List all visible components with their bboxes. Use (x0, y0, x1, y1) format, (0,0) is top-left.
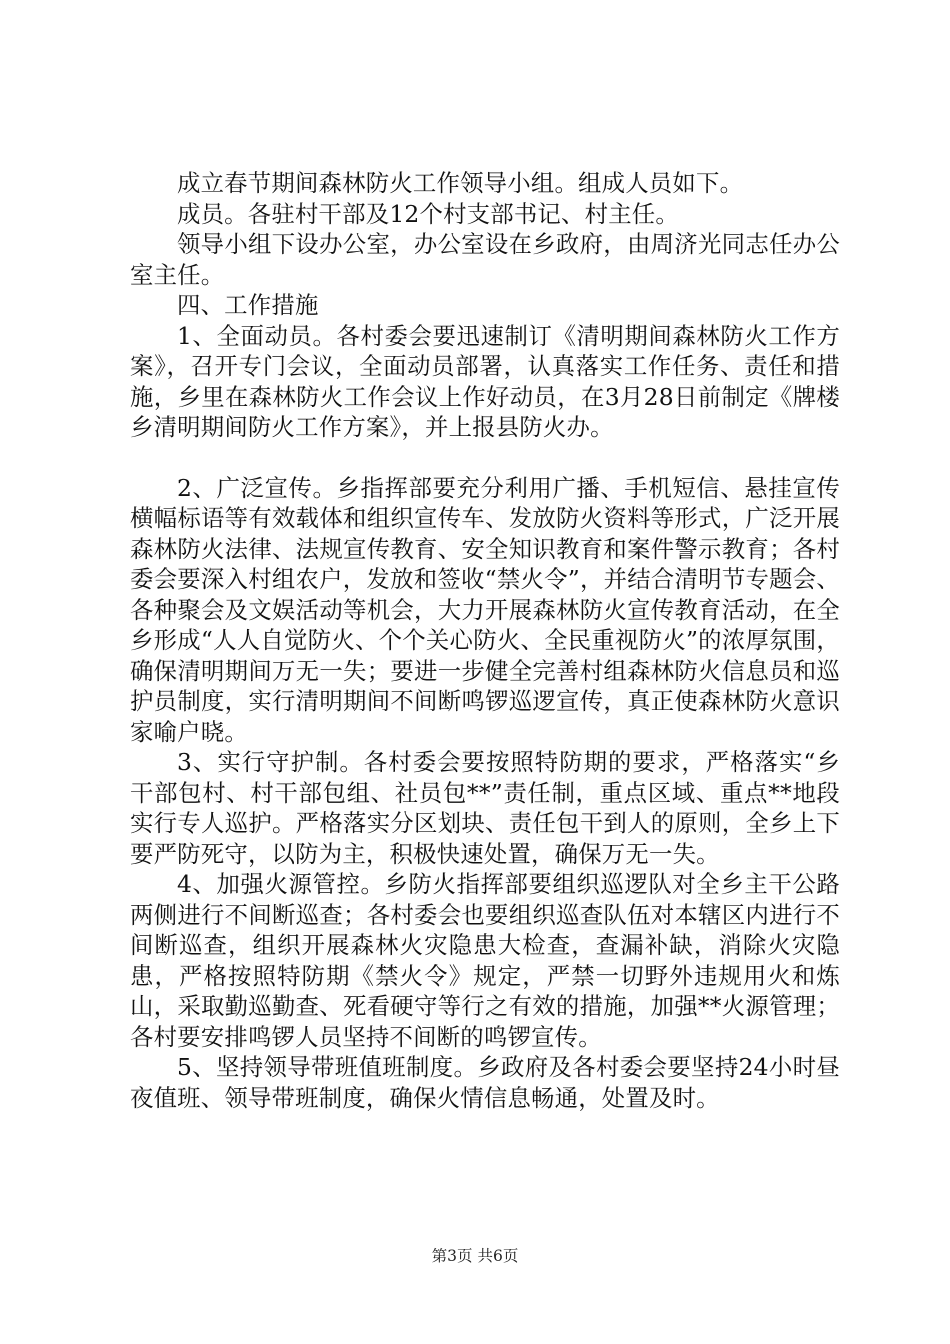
paragraph-leadership-group: 成立春节期间森林防火工作领导小组。组成人员如下。 (177, 169, 744, 197)
paragraph-office: 领导小组下设办公室，办公室设在乡政府，由周济光同志任办公室主任。 (130, 230, 840, 289)
paragraph-measure-4: 4、加强火源管控。乡防火指挥部要组织巡逻队对全乡主干公路两侧进行不间断巡查；各村委会也要组织巡查队伍对本辖区内进行不间断巡查，组织开展森林火灾隐患大检查，查漏补缺，消除火灾隐患，严格按照特防期《禁火令》规定，严禁一切野外违规用火和炼山，采取勤巡勤查、死看硬守等行之有效的措施，加强**火源管理；各村要安排鸣锣人员坚持不间断的鸣锣宣传。 (130, 870, 840, 1051)
section-heading-measures: 四、工作措施 (177, 291, 319, 319)
page-number-footer: 第3页 共6页 (431, 1247, 519, 1265)
paragraph-measure-5: 5、坚持领导带班值班制度。乡政府及各村委会要坚持24小时昼夜值班、领导带班制度，确保火情信息畅通，处置及时。 (130, 1053, 840, 1112)
paragraph-measure-2: 2、广泛宣传。乡指挥部要充分利用广播、手机短信、悬挂宣传横幅标语等有效载体和组织宣传车、发放防火资料等形式，广泛开展森林防火法律、法规宣传教育、安全知识教育和案件警示教育；各村委会要深入村组农户，发放和签收“禁火令”，并结合清明节专题会、各种聚会及文娱活动等机会，大力开展森林防火宣传教育活动，在全乡形成“人人自觉防火、个个关心防火、全民重视防火”的浓厚氛围，确保清明期间万无一失；要进一步健全完善村组森林防火信息员和巡护员制度，实行清明期间不间断鸣锣巡逻宣传，真正使森林防火意识家喻户晓。 (130, 473, 840, 746)
paragraph-measure-1: 1、全面动员。各村委会要迅速制订《清明期间森林防火工作方案》，召开专门会议，全面动员部署，认真落实工作任务、责任和措施，乡里在森林防火工作会议上作好动员，在3月28日前制定《牌楼乡清明期间防火工作方案》，并上报县防火办。 (130, 321, 840, 441)
document-body (130, 168, 840, 1113)
paragraph-measure-3: 3、实行守护制。各村委会要按照特防期的要求，严格落实“乡干部包村、村干部包组、社员包**”责任制，重点区域、重点**地段实行专人巡护。严格落实分区划块、责任包干到人的原则，全乡上下要严防死守，以防为主，积极快速处置，确保万无一失。 (130, 748, 840, 868)
paragraph-members: 成员。各驻村干部及12个村支部书记、村主任。 (177, 199, 679, 228)
paragraph-gap (130, 443, 840, 473)
